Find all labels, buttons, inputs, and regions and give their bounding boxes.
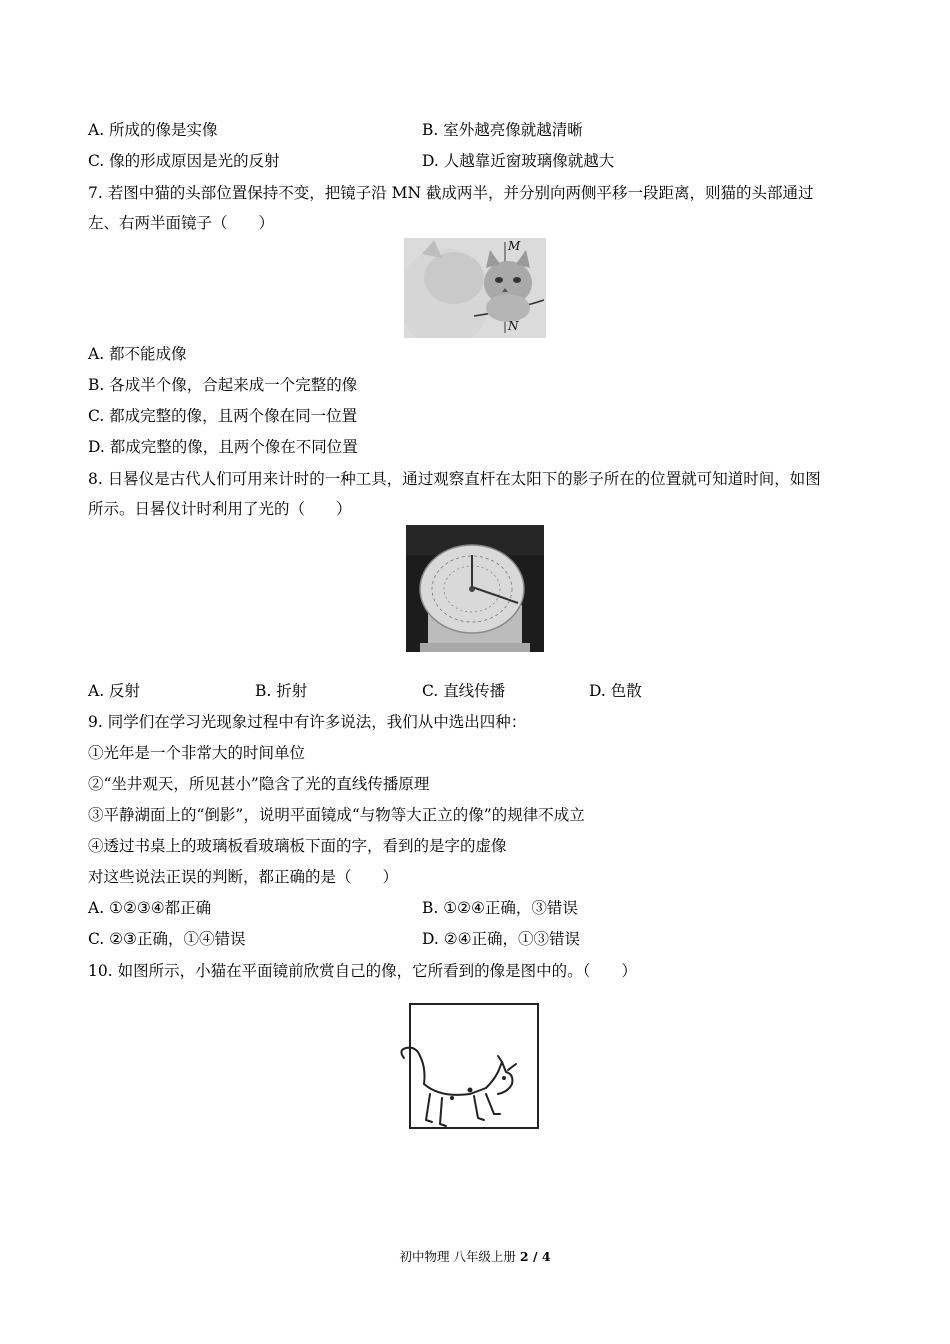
q8-option-b: B. 折射 bbox=[255, 682, 308, 700]
page-number: 2 / 4 bbox=[519, 1249, 551, 1264]
cat-mirror-photo bbox=[404, 238, 546, 338]
q10-stem: 10. 如图所示，小猫在平面镜前欣赏自己的像，它所看到的像是图中的。（ ） bbox=[88, 962, 637, 980]
q9-ask: 对这些说法正误的判断，都正确的是（ ） bbox=[88, 868, 399, 886]
sundial-photo bbox=[406, 525, 544, 652]
q10-cat-mirror-figure bbox=[390, 998, 550, 1143]
q8-stem-line1: 8. 日晷仪是古代人们可用来计时的一种工具，通过观察直杆在太阳下的影子所在的位置就可知道时间，如图 bbox=[88, 470, 821, 488]
q7-option-b: B. 各成半个像，合起来成一个完整的像 bbox=[88, 376, 358, 394]
q6-option-a: A. 所成的像是实像 bbox=[88, 121, 218, 139]
q9-statement-2: ②“坐井观天，所见甚小”隐含了光的直线传播原理 bbox=[88, 775, 430, 793]
footer-text: 初中物理 八年级上册 bbox=[399, 1249, 520, 1264]
q9-option-b: B. ①②④正确，③错误 bbox=[422, 899, 578, 917]
q6-option-d: D. 人越靠近窗玻璃像就越大 bbox=[422, 152, 615, 170]
page-footer bbox=[0, 1247, 950, 1265]
mirror-label-n: N bbox=[508, 319, 519, 333]
cat-mirror-drawing bbox=[390, 998, 550, 1143]
q8-option-a: A. 反射 bbox=[88, 682, 141, 700]
q8-option-d: D. 色散 bbox=[589, 682, 642, 700]
q8-sundial-figure bbox=[406, 525, 544, 652]
q7-option-a: A. 都不能成像 bbox=[88, 345, 187, 363]
q6-option-c: C. 像的形成原因是光的反射 bbox=[88, 152, 280, 170]
q7-stem-line2: 左、右两半面镜子（ ） bbox=[88, 214, 275, 232]
q7-cat-mirror-figure bbox=[404, 238, 546, 338]
q9-option-d: D. ②④正确，①③错误 bbox=[422, 930, 581, 948]
q9-statement-4: ④透过书桌上的玻璃板看玻璃板下面的字，看到的是字的虚像 bbox=[88, 837, 507, 855]
q8-stem-line2: 所示。日晷仪计时利用了光的（ ） bbox=[88, 500, 352, 518]
q7-option-c: C. 都成完整的像，且两个像在同一位置 bbox=[88, 407, 358, 425]
mirror-label-m: M bbox=[508, 239, 521, 253]
q6-option-b: B. 室外越亮像就越清晰 bbox=[422, 121, 583, 139]
q9-statement-1: ①光年是一个非常大的时间单位 bbox=[88, 744, 306, 762]
q9-option-c: C. ②③正确，①④错误 bbox=[88, 930, 246, 948]
q7-stem-line1: 7. 若图中猫的头部位置保持不变，把镜子沿 MN 截成两半，并分别向两侧平移一段距离，则猫的头部通过 bbox=[88, 184, 814, 202]
q9-option-a: A. ①②③④都正确 bbox=[88, 899, 212, 917]
q9-stem: 9. 同学们在学习光现象过程中有许多说法，我们从中选出四种： bbox=[88, 713, 527, 731]
q7-option-d: D. 都成完整的像，且两个像在不同位置 bbox=[88, 438, 358, 456]
q9-statement-3: ③平静湖面上的“倒影”，说明平面镜成“与物等大正立的像”的规律不成立 bbox=[88, 806, 585, 824]
q8-option-c: C. 直线传播 bbox=[422, 682, 506, 700]
